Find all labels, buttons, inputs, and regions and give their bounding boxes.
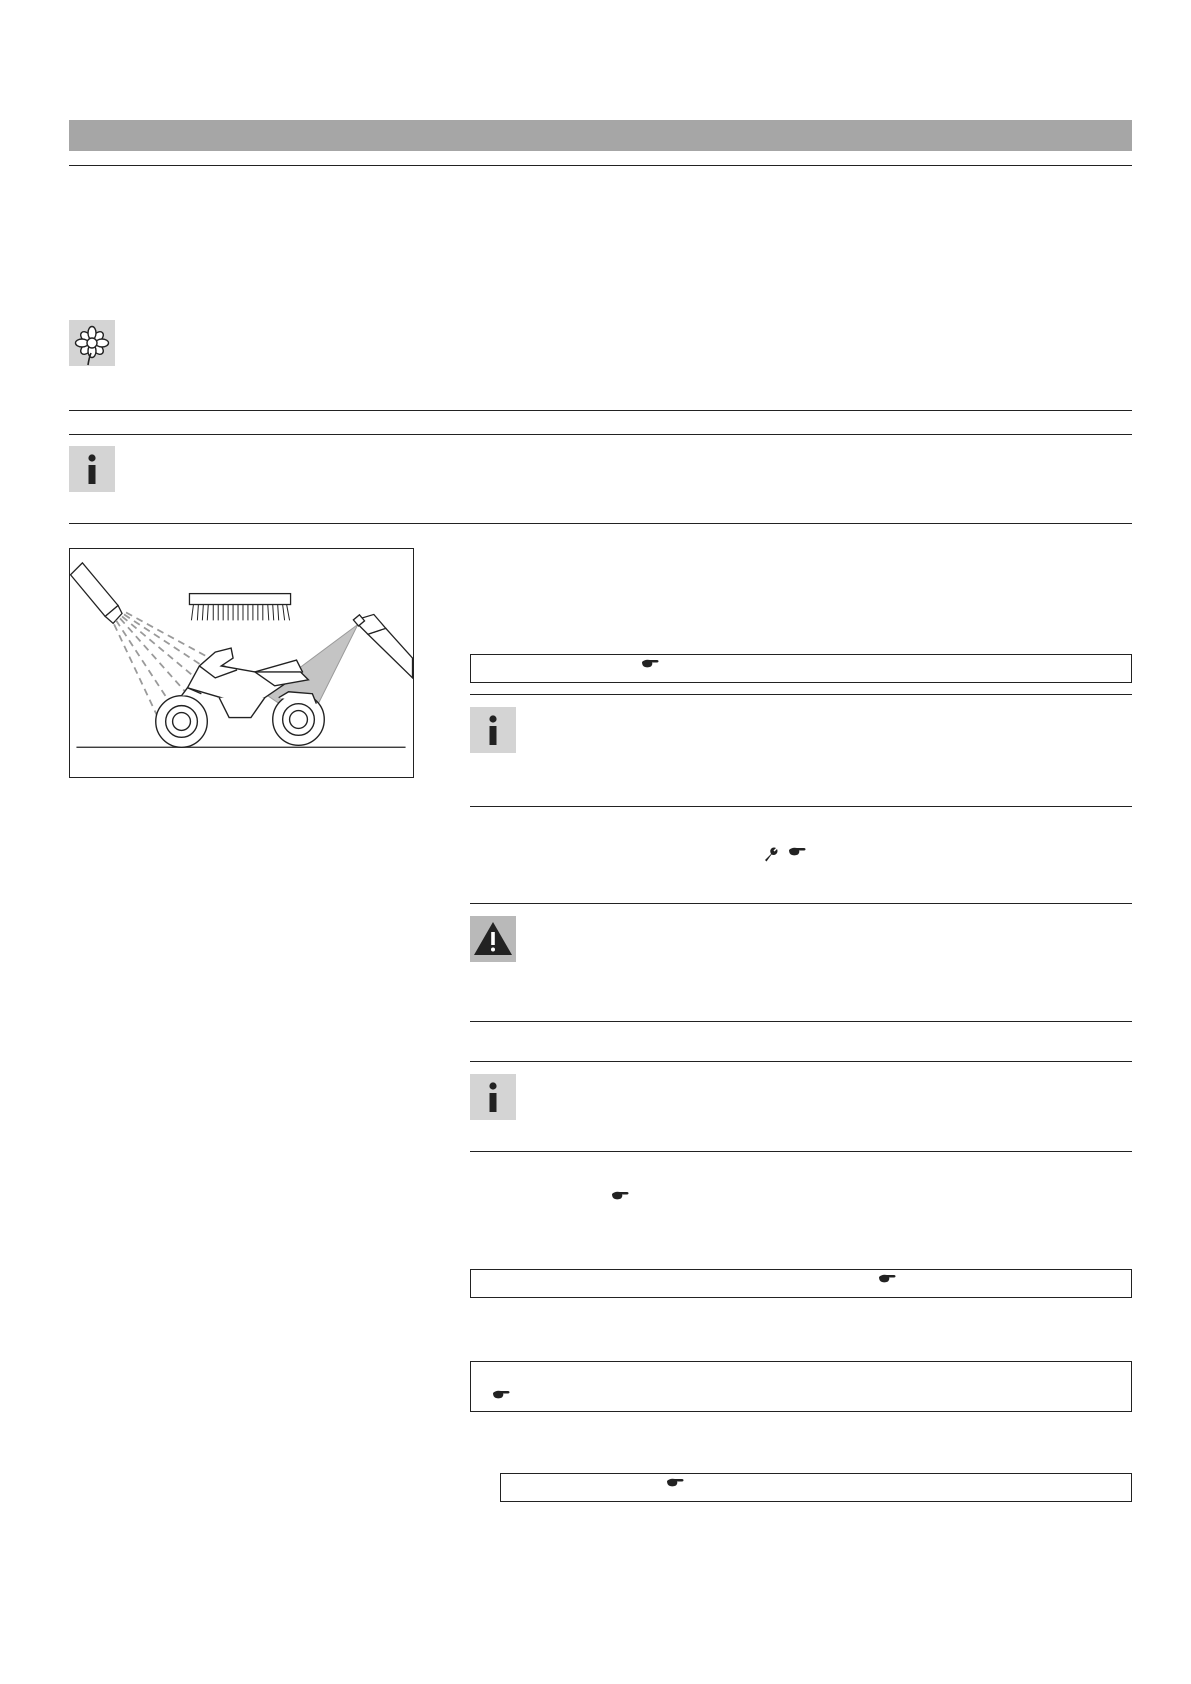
reference-box: [470, 654, 1132, 683]
info-note-3-bottom-rule: [470, 1151, 1132, 1152]
info-note-2-top-rule: [470, 694, 1132, 695]
info-note-2-bottom-rule: [470, 806, 1132, 807]
info-note-top-rule: [69, 434, 1132, 435]
warning-triangle-icon: [470, 916, 516, 962]
warning-top-rule: [470, 903, 1132, 904]
info-note-bottom-rule: [69, 523, 1132, 524]
info-icon: [470, 1074, 516, 1120]
warning-bottom-rule: [470, 1021, 1132, 1022]
info-icon: [69, 446, 115, 492]
pointing-hand-icon: [611, 1190, 629, 1200]
info-note-2-box: [470, 707, 516, 753]
info-note-3-top-rule: [470, 1061, 1132, 1062]
cleaning-figure: [69, 548, 414, 778]
environment-note-rule: [69, 410, 1132, 411]
section-header-bar: [69, 120, 1132, 151]
pointing-hand-icon: [878, 1273, 896, 1283]
reference-box: [500, 1473, 1132, 1502]
wrench-icon: [763, 846, 779, 862]
info-note-3-box: [470, 1074, 516, 1120]
pointing-hand-icon: [666, 1477, 684, 1487]
info-note-box: [69, 446, 115, 492]
pointing-hand-icon: [788, 846, 806, 856]
header-rule: [69, 165, 1132, 166]
reference-box: [470, 1361, 1132, 1412]
pointing-hand-icon: [492, 1389, 510, 1399]
reference-box: [470, 1269, 1132, 1298]
environment-note-box: [69, 320, 115, 366]
warning-note-box: [470, 916, 516, 962]
motorcycle-cleaning-illustration: [70, 549, 413, 777]
pointing-hand-icon: [641, 658, 659, 668]
flower-icon: [69, 320, 115, 366]
info-icon: [470, 707, 516, 753]
